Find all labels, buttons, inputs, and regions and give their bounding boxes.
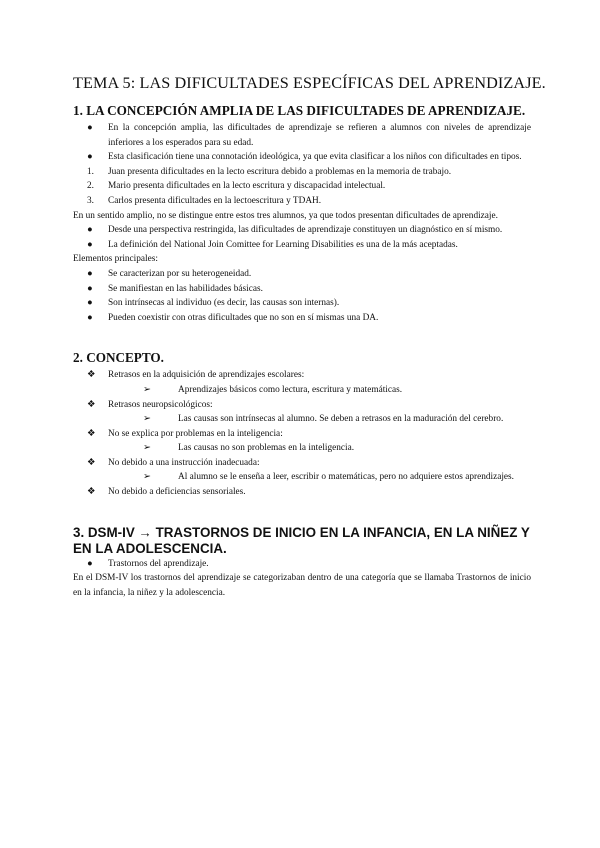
section-1-bullets-a — [73, 121, 531, 165]
list-item: ● Pueden coexistir con otras dificultades que no son en sí mismas una DA. — [73, 311, 531, 326]
bullet-marker: ● — [87, 268, 93, 279]
list-item: ● Son intrínsecas al individuo (es decir, las causas son internas). — [73, 296, 531, 311]
document-title: TEMA 5: LAS DIFICULTADES ESPECÍFICAS DEL APRENDIZAJE. — [73, 74, 546, 92]
elements-label: Elementos principales: — [73, 254, 158, 265]
sub-list-item: ➢ Las causas son intrínsecas al alumno. Se deben a retrasos en la maduración del cerebro. — [143, 412, 531, 427]
list-item: ● La definición del National Join Comittee for Learning Disabilities es una de la más aceptadas. — [73, 238, 531, 253]
arrow-bullet-icon: ➢ — [143, 472, 151, 483]
diamond-bullet-icon: ❖ — [87, 428, 96, 439]
list-item: ● Se caracterizan por su heterogeneidad. — [73, 267, 531, 282]
list-item: ❖ No se explica por problemas en la inteligencia: ➢ Las causas no son problemas en la inteligencia. — [73, 427, 531, 456]
bullet-marker: ● — [87, 283, 93, 294]
section-1-heading: 1. LA CONCEPCIÓN AMPLIA DE LAS DIFICULTADES DE APRENDIZAJE. — [73, 103, 526, 118]
sub-list-item: ➢ Aprendizajes básicos como lectura, escritura y matemáticas. — [143, 383, 531, 398]
list-item: ❖ Retrasos neuropsicológicos: ➢ Las causas son intrínsecas al alumno. Se deben a retrasos en la maduración del cerebro. — [73, 398, 531, 427]
arrow-bullet-icon: ➢ — [143, 384, 151, 395]
bullet-marker: ● — [87, 312, 93, 323]
list-item: ❖ No debido a una instrucción inadecuada: ➢ Al alumno se le enseña a leer, escribir o matemáticas, pero no adquiere estos aprendizajes. — [73, 456, 531, 485]
bullet-marker: ● — [87, 225, 93, 236]
sub-list-item: ➢ Las causas no son problemas en la inteligencia. — [143, 441, 531, 456]
section-1-bullets-b — [73, 223, 531, 252]
list-item: 1. Juan presenta dificultades en la lecto escritura debido a problemas en la memoria de trabajo. — [87, 166, 452, 177]
bullet-marker: ● — [87, 152, 93, 163]
bullet-marker: ● — [87, 558, 93, 569]
section-3-bullets — [73, 557, 531, 572]
list-item: ❖ No debido a deficiencias sensoriales. — [73, 485, 531, 500]
list-item: ● En la concepción amplia, las dificultades de aprendizaje se refieren a alumnos con niveles de aprendizaje inferiores a los esperados para su edad. — [87, 123, 531, 148]
document-content — [73, 74, 546, 600]
section-1-paragraph: En un sentido amplio, no se distingue entre estos tres alumnos, ya que todos presentan dificultades de aprendizaje. — [73, 210, 498, 221]
arrow-bullet-icon: ➢ — [143, 443, 151, 454]
arrow-bullet-icon: ➢ — [143, 414, 151, 425]
sub-list-item: ➢ Al alumno se le enseña a leer, escribir o matemáticas, pero no adquiere estos aprendizajes. — [143, 470, 531, 485]
diamond-bullet-icon: ❖ — [87, 399, 96, 410]
list-item: ❖ Retrasos en la adquisición de aprendizajes escolares: ➢ Aprendizajes básicos como lectura, escritura y matemáticas. — [73, 368, 531, 397]
diamond-bullet-icon: ❖ — [87, 487, 96, 498]
list-item: ● Desde una perspectiva restringida, las dificultades de aprendizaje constituyen un diagnóstico en sí mismo. — [73, 223, 531, 238]
bullet-marker: ● — [87, 239, 93, 250]
section-1-numbered-list — [73, 165, 531, 209]
list-item: ● Esta clasificación tiene una connotación ideológica, ya que evita clasificar a los niños con dificultades en tipos. — [73, 150, 531, 165]
list-item: 2. Mario presenta dificultades en la lecto escritura y discapacidad intelectual. — [87, 181, 386, 192]
section-3-paragraph: En el DSM-IV los trastornos del aprendizaje se categorizaban dentro de una categoría que se llamaba Trastornos de inicio en la infancia, la niñez y la adolescencia. — [73, 573, 531, 598]
list-item: ● Trastornos del aprendizaje. — [73, 557, 531, 572]
list-item: ● Se manifiestan en las habilidades básicas. — [73, 282, 531, 297]
section-2-heading: 2. CONCEPTO. — [73, 350, 164, 366]
diamond-bullet-icon: ❖ — [87, 370, 96, 381]
diamond-bullet-icon: ❖ — [87, 457, 96, 468]
bullet-marker: ● — [87, 298, 93, 309]
bullet-marker: ● — [87, 123, 93, 133]
section-3-heading: 3. DSM-IV → TRASTORNOS DE INICIO EN LA INFANCIA, EN LA NIÑEZ Y EN LA ADOLESCENCIA. — [73, 524, 530, 556]
section-2-list — [73, 368, 531, 499]
list-item: 3. Carlos presenta dificultades en la lectoescritura y TDAH. — [87, 195, 322, 206]
section-1-bullets-c — [73, 267, 531, 325]
